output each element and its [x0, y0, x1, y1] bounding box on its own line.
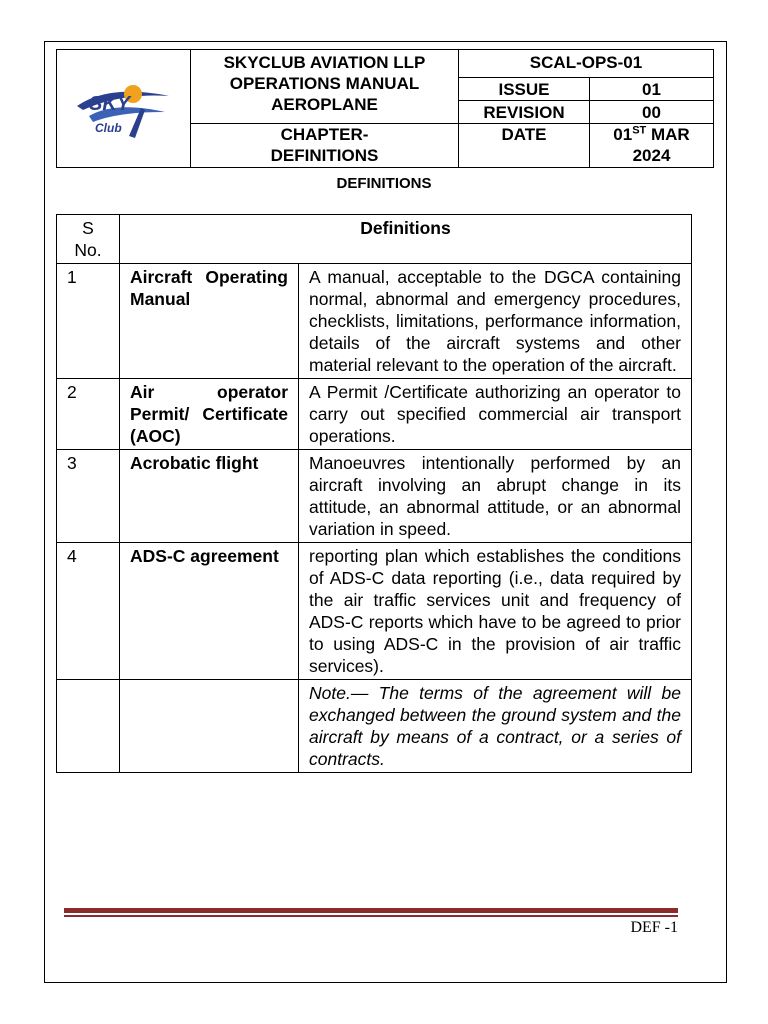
row-description: A manual, acceptable to the DGCA containing normal, abnormal and emergency procedures, checklists, limitations, performance information, details of the aircraft systems and other material relevant to the operation of the aircraft. [299, 264, 692, 379]
header-sno-line1: S [82, 218, 94, 238]
doc-code: SCAL-OPS-01 [529, 53, 643, 72]
skyclub-logo [69, 66, 179, 146]
row-description: A Permit /Certificate authorizing an operator to carry out specified commercial air transport operations. [299, 379, 692, 450]
date-suffix: ST [632, 124, 647, 137]
doc-code-cell [459, 50, 714, 78]
table-row [57, 450, 692, 543]
row-number: 1 [57, 264, 120, 379]
chapter-label: CHAPTER- [280, 125, 369, 144]
revision-label: REVISION [459, 101, 590, 124]
table-row [57, 264, 692, 379]
footer-rule-thick [64, 908, 678, 913]
row-description: reporting plan which establishes the conditions of ADS-C data reporting (i.e., data required by the air traffic services unit and frequency of ADS-C reports which have to be agreed to prior to using ADS-C in the provision of air traffic services). [299, 543, 692, 680]
logo-club-text: Club [94, 121, 122, 135]
page-number: DEF -1 [630, 919, 678, 936]
chapter-title: DEFINITIONS [270, 146, 379, 165]
document-header [56, 49, 714, 168]
row-description: Manoeuvres intentionally performed by an aircraft involving an abrupt change in its attitude, an abnormal attitude, or an abnormal variation in speed. [299, 450, 692, 543]
row-term [120, 680, 299, 773]
row-number: 2 [57, 379, 120, 450]
issue-label: ISSUE [459, 78, 590, 101]
row-term: Aircraft Operating Manual [120, 264, 299, 379]
row-term: ADS-C agreement [120, 543, 299, 680]
header-sno-line2: No. [74, 240, 102, 260]
row-number: 4 [57, 543, 120, 680]
footer-rule-thin [64, 915, 678, 917]
table-row [57, 379, 692, 450]
logo-sky-text: SKY [88, 93, 130, 115]
row-term: Acrobatic flight [120, 450, 299, 543]
company-cell [191, 50, 459, 124]
manual-type: AEROPLANE [271, 95, 378, 114]
date-month: MAR [646, 125, 690, 144]
manual-name: OPERATIONS MANUAL [229, 74, 420, 93]
revision-value: 00 [590, 101, 714, 124]
row-number [57, 680, 120, 773]
issue-value: 01 [590, 78, 714, 101]
definitions-table [56, 214, 692, 773]
table-row [57, 543, 692, 680]
date-year: 2024 [632, 146, 671, 165]
header-definitions: Definitions [120, 215, 692, 264]
chapter-cell [191, 124, 459, 168]
row-number: 3 [57, 450, 120, 543]
date-label: DATE [459, 124, 590, 168]
date-value-cell [590, 124, 714, 168]
section-title: DEFINITIONS [336, 175, 432, 192]
row-term: Air operator Permit/ Certificate (AOC) [120, 379, 299, 450]
logo-cell [57, 50, 191, 168]
table-header-row [57, 215, 692, 264]
row-note: Note.— The terms of the agreement will be exchanged between the ground system and the aircraft by means of a contract, or a series of contracts. [299, 680, 692, 773]
company-name: SKYCLUB AVIATION LLP [223, 53, 426, 72]
table-row-note [57, 680, 692, 773]
header-sno [57, 215, 120, 264]
date-day: 01 [613, 125, 633, 144]
